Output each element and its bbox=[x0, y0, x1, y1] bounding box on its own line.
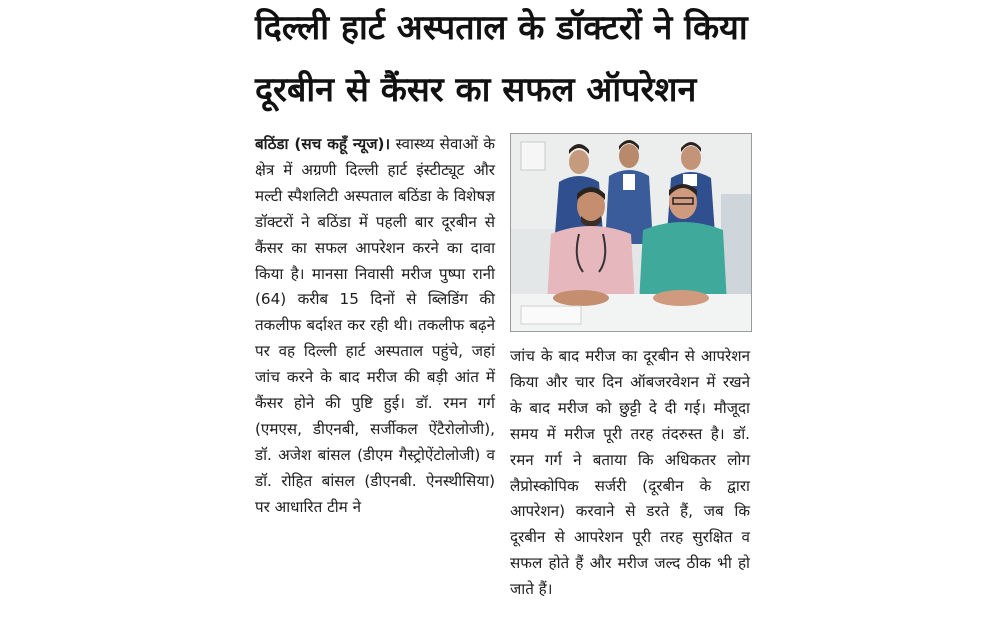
photo-illustration bbox=[511, 134, 751, 331]
article-left-column bbox=[255, 132, 495, 521]
article-body-left: स्वास्थ्य सेवाओं के क्षेत्र में अग्रणी दिल्ली हार्ट इंस्टीट्यूट और मल्टी स्पैशलिटी अस्पताल बठिंडा के विशेषज्ञ डॉक्टरों ने बठिंडा में पहली बार दूरबीन से कैंसर का सफल आपरेशन करने का दावा किया है। मानसा निवासी मरीज पुष्पा रानी (64) करीब 15 दिनों से ब्लिडिंग की तकलीफ बर्दाश्त कर रही थी। तकलीफ बढ़ने पर वह दिल्ली हार्ट अस्पताल पहुंचे, जहां जांच करने के बाद मरीज की बड़ी आंत में कैंसर होने की पुष्टि हुई। डॉ. रमन गर्ग (एमएस, डीएनबी, सर्जीकल ऐंटैरोलोजी), डॉ. अजेश बांसल (डीएम गैस्ट्रोऐंटोलोजी) व डॉ. रोहित बांसल (डीएनबी. ऐनस्थीसिया) पर आधारित टीम ने bbox=[255, 135, 495, 516]
headline-line-2: दूरबीन से कैंसर का सफल ऑपरेशन bbox=[255, 70, 697, 110]
dateline: बठिंडा (सच कहूँ न्यूज)। bbox=[255, 135, 391, 153]
news-photo-doctors bbox=[510, 133, 752, 332]
headline-line-1: दिल्ली हार्ट अस्पताल के डॉक्टरों ने किया bbox=[255, 8, 748, 48]
article-right-column bbox=[510, 344, 750, 603]
article-body-right: जांच के बाद मरीज का दूरबीन से आपरेशन किया और चार दिन ऑबजरवेशन में रखने के बाद मरीज को छुट्टी दे दी गई। मौजूदा समय में मरीज पूरी तरह तंदरुस्त है। डॉ. रमन गर्ग ने बताया कि अधिकतर लोग लैप्रोस्कोपिक सर्जरी (दूरबीन के द्वारा आपरेशन) करवाने से डरते हैं, जब कि दूरबीन से आपरेशन पूरी तरह सुरक्षित व सफल होते हैं और मरीज जल्द ठीक भी हो जाते हैं। bbox=[510, 347, 750, 599]
